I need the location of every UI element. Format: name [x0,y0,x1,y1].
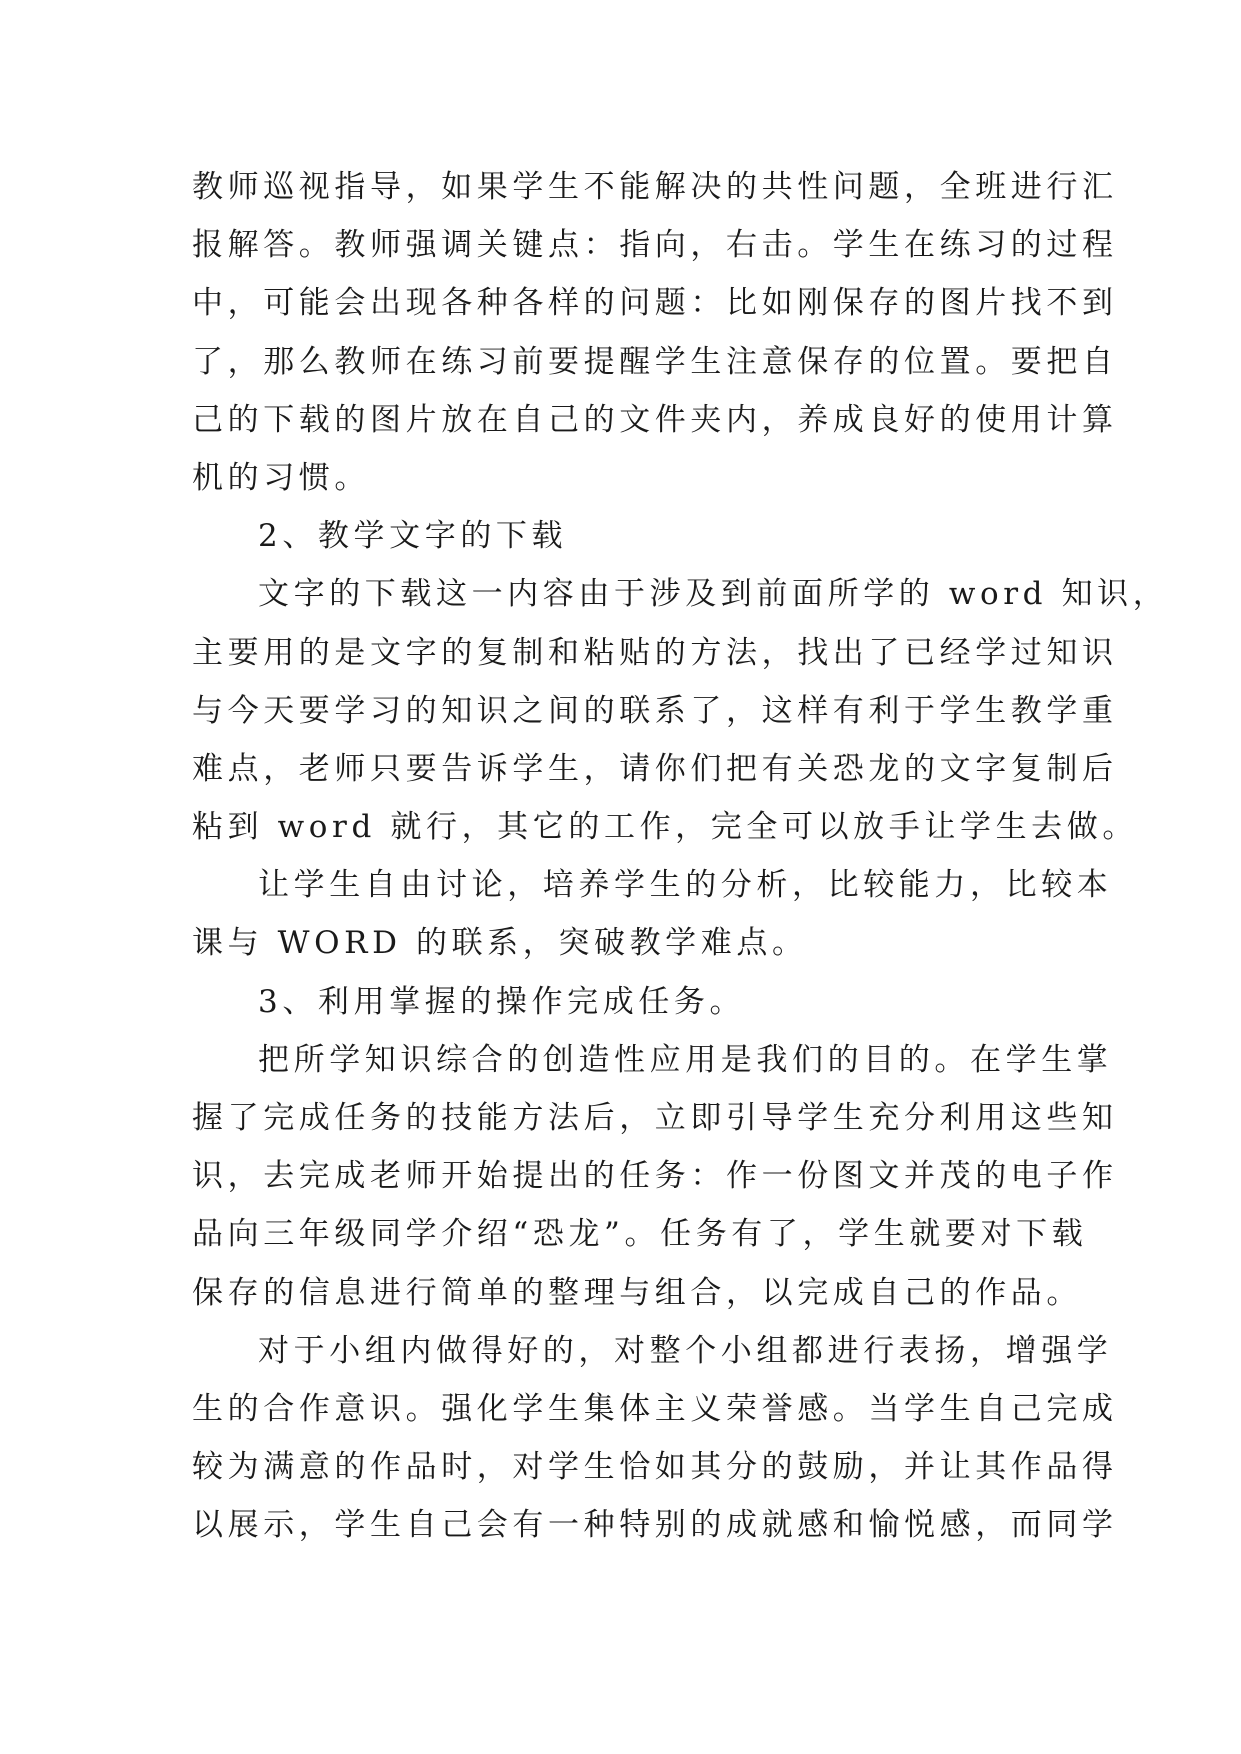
text-line: 难点，老师只要告诉学生，请你们把有关恐龙的文字复制后 [192,750,1118,787]
text-line: 品向三年级同学介绍“恐龙”。任务有了，学生就要对下载 [192,1216,1088,1253]
document-body [192,158,1169,1555]
section-heading: 2、教学文字的下载 [258,518,568,555]
text-line: 把所学知识综合的创造性应用是我们的目的。在学生掌 [258,1041,1113,1078]
text-line: 让学生自由讨论，培养学生的分析，比较能力，比较本 [258,867,1113,904]
text-line: 中，可能会出现各种各样的问题：比如刚保存的图片找不到 [192,285,1118,322]
text-line: 机的习惯。 [192,459,370,496]
text-line: 课与 WORD 的联系，突破教学难点。 [192,925,808,962]
text-line: 报解答。教师强调关键点：指向，右击。学生在练习的过程 [192,227,1118,264]
text-line: 粘到 word 就行，其它的工作，完全可以放手让学生去做。 [192,809,1138,846]
text-line: 主要用的是文字的复制和粘贴的方法，找出了已经学过知识 [192,634,1118,671]
text-line: 对于小组内做得好的，对整个小组都进行表扬，增强学 [258,1332,1113,1369]
text-line: 识，去完成老师开始提出的任务：作一份图文并茂的电子作 [192,1158,1118,1195]
text-line: 文字的下载这一内容由于涉及到前面所学的 word 知识， [258,576,1169,613]
text-line: 与今天要学习的知识之间的联系了，这样有利于学生教学重 [192,692,1118,729]
text-line: 生的合作意识。强化学生集体主义荣誉感。当学生自己完成 [192,1390,1118,1427]
text-line: 以展示，学生自己会有一种特别的成就感和愉悦感，而同学 [192,1507,1118,1544]
text-line: 己的下载的图片放在自己的文件夹内，养成良好的使用计算 [192,401,1118,438]
text-line: 了，那么教师在练习前要提醒学生注意保存的位置。要把自 [192,343,1118,380]
text-line: 保存的信息进行简单的整理与组合，以完成自己的作品。 [192,1274,1082,1311]
section-heading: 3、利用掌握的操作完成任务。 [258,983,746,1020]
text-line: 握了完成任务的技能方法后，立即引导学生充分利用这些知 [192,1100,1118,1136]
text-line: 较为满意的作品时，对学生恰如其分的鼓励，并让其作品得 [192,1449,1118,1486]
text-line: 教师巡视指导，如果学生不能解决的共性问题，全班进行汇 [192,169,1118,205]
